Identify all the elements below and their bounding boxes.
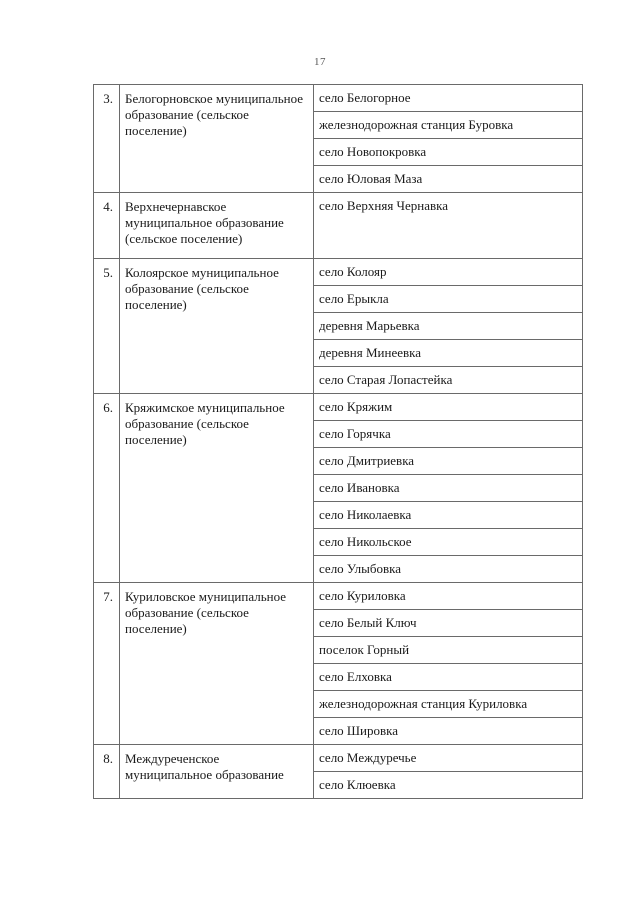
settlement-cell: деревня Марьевка [314,313,583,340]
table-row [94,259,583,286]
settlement-cell: село Горячка [314,421,583,448]
settlement-cell: село Клюевка [314,772,583,799]
municipality-name: Белогорновское муниципальное образование (сельское поселение) [120,85,314,193]
entry-number: 8. [94,745,120,799]
settlement-cell: село Дмитриевка [314,448,583,475]
settlement-cell: железнодорожная станция Буровка [314,112,583,139]
settlements-table [93,84,583,799]
settlement-cell: село Куриловка [314,583,583,610]
entry-number: 5. [94,259,120,394]
settlement-cell: село Белогорное [314,85,583,112]
municipality-name: Кряжимское муниципальное образование (сельское поселение) [120,394,314,583]
settlement-cell: село Николаевка [314,502,583,529]
table-row [94,85,583,112]
settlement-cell: село Шировка [314,718,583,745]
table-row [94,745,583,772]
table-row [94,583,583,610]
entry-number: 4. [94,193,120,259]
settlement-cell: поселок Горный [314,637,583,664]
settlement-cell: село Белый Ключ [314,610,583,637]
settlement-cell: село Кряжим [314,394,583,421]
page-number: 17 [314,56,326,68]
table-row [94,394,583,421]
settlement-cell: село Междуречье [314,745,583,772]
table-row [94,193,583,259]
settlement-cell: село Улыбовка [314,556,583,583]
settlement-cell: село Верхняя Чернавка [314,193,583,259]
settlement-cell: деревня Минеевка [314,340,583,367]
settlement-cell: село Ерыкла [314,286,583,313]
settlement-cell: село Старая Лопастейка [314,367,583,394]
municipality-name: Куриловское муниципальное образование (сельское поселение) [120,583,314,745]
municipality-name: Междуреченское муниципальное образование [120,745,314,799]
entry-number: 7. [94,583,120,745]
settlement-cell: село Юловая Маза [314,166,583,193]
settlement-cell: село Никольское [314,529,583,556]
municipality-name: Колоярское муниципальное образование (сельское поселение) [120,259,314,394]
settlement-cell: село Ивановка [314,475,583,502]
settlement-cell: село Елховка [314,664,583,691]
settlement-cell: железнодорожная станция Куриловка [314,691,583,718]
entry-number: 6. [94,394,120,583]
entry-number: 3. [94,85,120,193]
settlement-cell: село Колояр [314,259,583,286]
settlement-cell: село Новопокровка [314,139,583,166]
municipality-name: Верхнечернавское муниципальное образование (сельское поселение) [120,193,314,259]
